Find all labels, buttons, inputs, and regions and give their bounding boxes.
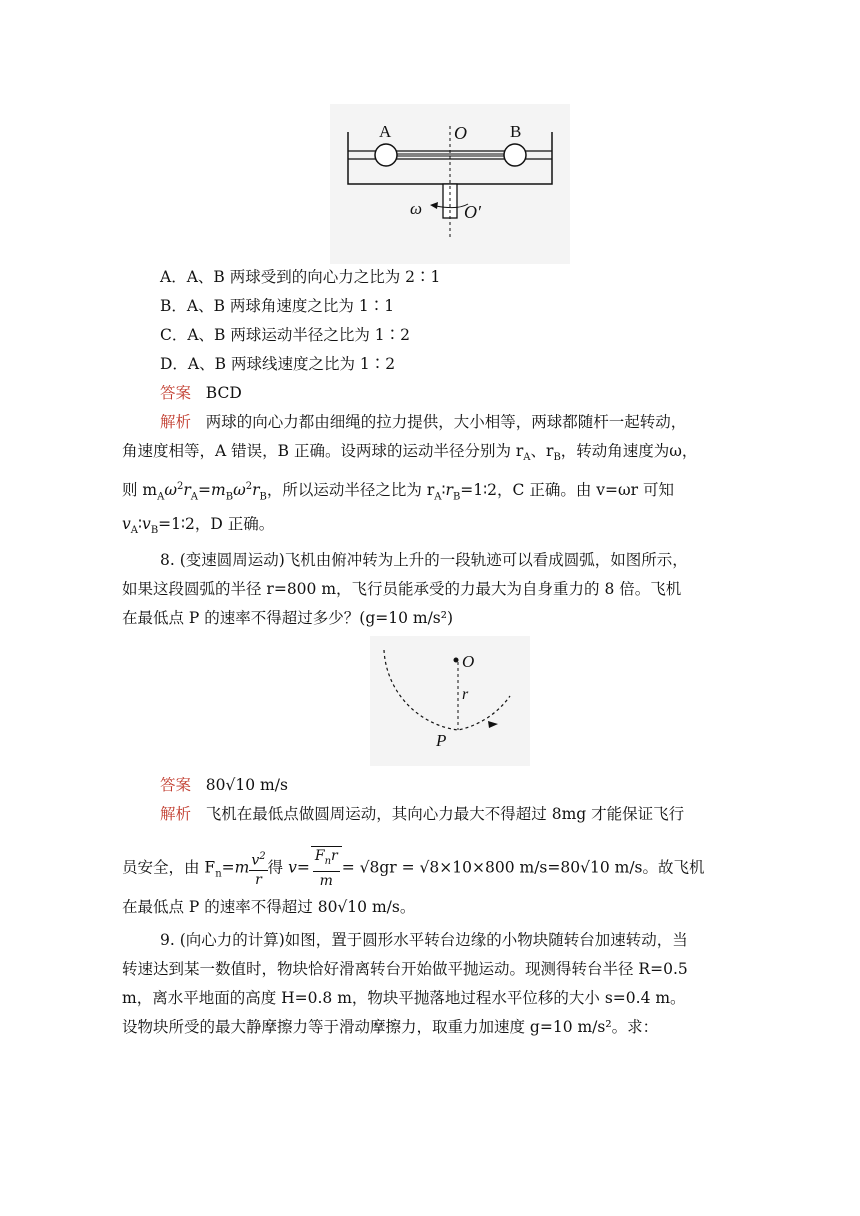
q7-answer-row [160, 382, 242, 404]
q8-analysis-2: 员安全，由 $F_n=m$ $\frac{v^2}{r}$ 得 v= $\frac{F_nr}{m}$ = √8gr = √8×10×800 m/s=80√10 m/s。故飞机 [122, 848, 705, 889]
q7-analysis-2: 角速度相等，A 错误，B 正确。设两球的运动半径分别为 $r_A$、$r_B$，转动角速度为ω， [122, 442, 698, 464]
figure-rotating-rod [330, 104, 570, 264]
q8-analysis-1: 解析 飞机在最低点做圆周运动，其向心力最大不得超过 8mg 才能保证飞行 [160, 805, 685, 823]
q9-line-1: 9. (向心力的计算)如图，置于圆形水平转台边缘的小物块随转台加速转动，当 [160, 931, 688, 949]
label-omega: ω [410, 199, 423, 218]
q9-line-2: 转速达到某一数值时，物块恰好滑离转台开始做平抛运动。现测得转台半径 R=0.5 [122, 960, 688, 978]
q7-answer: BCD [205, 384, 242, 402]
label-arc-p: P [436, 731, 447, 750]
q8-line-2: 如果这段圆弧的半径 r=800 m，飞行员能承受的力最大为自身重力的 8 倍。飞机 [122, 580, 682, 598]
q8-answer: 80√10 m/s [205, 776, 288, 794]
label-o-prime: O′ [464, 202, 481, 222]
q8-answer-row: 答案 80√10 m/s [160, 776, 288, 794]
label-arc-r: r [462, 686, 469, 703]
q7-analysis-3: 则 $m_A\omega^2r_A=m_B\omega^2r_B$，所以运动半径之比为 $r_A∶r_B=1∶2$，C 正确。由 v=ωr 可知 [122, 481, 674, 503]
analysis-label: 解析 [160, 413, 192, 431]
q9-line-4: 设物块所受的最大静摩擦力等于滑动摩擦力，取重力加速度 g=10 m/s²。求： [122, 1018, 659, 1036]
q8-line-3: 在最低点 P 的速率不得超过多少？(g=10 m/s²) [122, 609, 454, 627]
q8-analysis-3: 在最低点 P 的速率不得超过 80√10 m/s。 [122, 898, 416, 916]
answer-label: 答案 [160, 384, 192, 402]
figure-arc [370, 636, 530, 766]
label-arc-o: O [462, 652, 475, 671]
q9-line-3: m，离水平地面的高度 H=0.8 m，物块平抛落地过程水平位移的大小 s=0.4 m。 [122, 989, 686, 1007]
label-b: B [510, 122, 522, 141]
q7-analysis-4: $v_A∶v_B=1∶2$，D 正确。 [122, 515, 275, 537]
q7-analysis-1: 解析 两球的向心力都由细绳的拉力提供，大小相等，两球都随杆一起转动， [160, 413, 687, 431]
ball-a [375, 144, 397, 166]
option-c: C．A、B 两球运动半径之比为 1∶2 [160, 326, 411, 344]
ball-b [504, 144, 526, 166]
label-a: A [379, 122, 392, 141]
option-d: D．A、B 两球线速度之比为 1∶2 [160, 355, 396, 373]
label-o: O [454, 123, 467, 143]
option-b: B．A、B 两球角速度之比为 1∶1 [160, 297, 395, 315]
q8-line-1: 8. (变速圆周运动)飞机由俯冲转为上升的一段轨迹可以看成圆弧，如图所示， [160, 551, 688, 569]
option-a: A．A、B 两球受到的向心力之比为 2∶1 [160, 268, 441, 286]
